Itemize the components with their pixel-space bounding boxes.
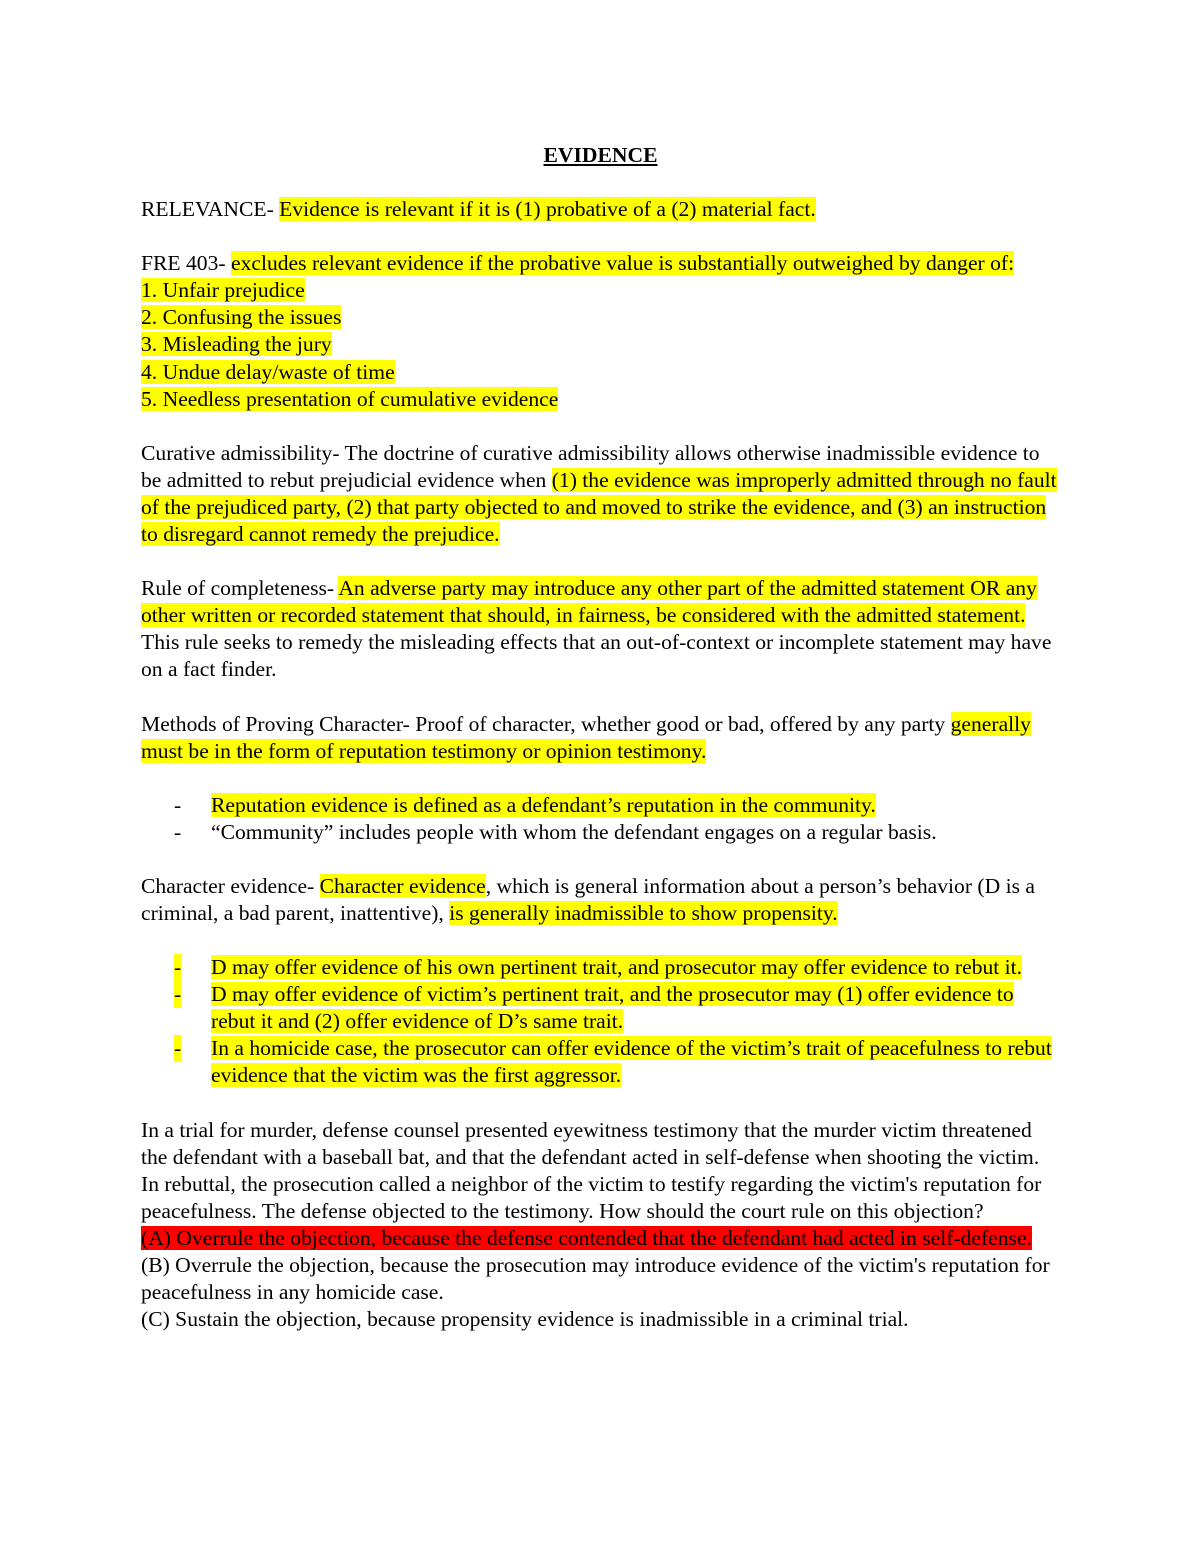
fre403-intro: excludes relevant evidence if the probative value is substantially outweighed by danger of: bbox=[231, 251, 1015, 276]
completeness-paragraph bbox=[141, 575, 1060, 683]
list-item bbox=[141, 1035, 1060, 1089]
curative-conditions: (1) the evidence was improperly admitted through no fault of the prejudiced party, (2) that party objected to and moved to strike the evidence, and (3) an instruction to disregard cannot remedy the prejudice. bbox=[141, 467, 1057, 547]
fre403-paragraph bbox=[141, 250, 1060, 413]
methods-bullet-list bbox=[141, 792, 1060, 846]
list-item bbox=[141, 819, 1060, 846]
answer-choice-a: (A) Overrule the objection, because the defense contended that the defendant had acted in self-defense. bbox=[141, 1225, 1032, 1250]
list-item bbox=[141, 954, 1060, 981]
answer-choices bbox=[141, 1225, 1060, 1333]
page-title: EVIDENCE bbox=[543, 143, 658, 167]
fre403-item: 3. Misleading the jury bbox=[141, 332, 332, 357]
methods-label: Methods of Proving Character- bbox=[141, 711, 410, 736]
relevance-definition: Evidence is relevant if it is (1) probative of a (2) material fact. bbox=[279, 197, 816, 222]
dash-bullet: - bbox=[174, 1035, 181, 1062]
list-item bbox=[141, 792, 1060, 819]
character-bullet-text: In a homicide case, the prosecutor can offer evidence of the victim’s trait of peacefulness to rebut evidence that the victim was the first aggressor. bbox=[211, 1036, 1052, 1088]
methods-text: Proof of character, whether good or bad, offered by any party bbox=[415, 711, 946, 736]
completeness-rule: An adverse party may introduce any other part of the admitted statement OR any other written or recorded statement that should, in fairness, be considered with the admitted statement. bbox=[141, 576, 1037, 628]
character-bullet-list bbox=[141, 954, 1060, 1089]
practice-question bbox=[141, 1117, 1060, 1334]
completeness-purpose: This rule seeks to remedy the misleading effects that an out-of-context or incomplete statement may have on a fact finder. bbox=[141, 630, 1052, 682]
character-rule: is generally inadmissible to show propensity. bbox=[449, 900, 838, 925]
question-stem: In a trial for murder, defense counsel presented eyewitness testimony that the murder victim threatened the defendant with a baseball bat, and that the defendant acted in self-defense when shooting the victim. In rebuttal, the prosecution called a neighbor of the victim to testify regarding the victim's reputation for peacefulness. The defense objected to the testimony. How should the court rule on this objection? bbox=[141, 1117, 1042, 1223]
relevance-paragraph bbox=[141, 196, 1060, 223]
fre403-item: 1. Unfair prejudice bbox=[141, 278, 305, 303]
methods-rule: generally must be in the form of reputation testimony or opinion testimony. bbox=[141, 711, 1031, 763]
dash-bullet: - bbox=[174, 819, 182, 844]
fre403-item: 4. Undue delay/waste of time bbox=[141, 359, 395, 384]
answer-choice-c: (C) Sustain the objection, because propensity evidence is inadmissible in a criminal trial. bbox=[141, 1307, 909, 1332]
character-description: , which is general information about a person’s behavior (D is a criminal, a bad parent, inattentive), bbox=[141, 873, 1035, 925]
fre403-item: 2. Confusing the issues bbox=[141, 305, 342, 330]
fre403-label: FRE 403- bbox=[141, 251, 226, 276]
answer-choice-b: (B) Overrule the objection, because the prosecution may introduce evidence of the victim's reputation for peacefulness in any homicide case. bbox=[141, 1253, 1050, 1305]
dash-bullet: - bbox=[174, 981, 181, 1008]
character-label: Character evidence- bbox=[141, 873, 315, 898]
dash-bullet: - bbox=[174, 792, 182, 817]
character-paragraph bbox=[141, 873, 1060, 927]
curative-paragraph bbox=[141, 440, 1060, 548]
curative-label: Curative admissibility- bbox=[141, 440, 340, 465]
fre403-item: 5. Needless presentation of cumulative evidence bbox=[141, 386, 559, 411]
character-bullet-text: D may offer evidence of his own pertinent trait, and prosecutor may offer evidence to rebut it. bbox=[211, 955, 1023, 980]
completeness-label: Rule of completeness- bbox=[141, 576, 335, 601]
character-term: Character evidence bbox=[319, 873, 486, 898]
curative-text: The doctrine of curative admissibility allows otherwise inadmissible evidence to be admitted to rebut prejudicial evidence when bbox=[141, 440, 1040, 492]
dash-bullet: - bbox=[174, 954, 181, 981]
methods-paragraph bbox=[141, 711, 1060, 765]
list-item bbox=[141, 981, 1060, 1035]
methods-bullet-text: Reputation evidence is defined as a defendant’s reputation in the community. bbox=[211, 792, 876, 817]
relevance-label: RELEVANCE- bbox=[141, 197, 274, 222]
character-bullet-text: D may offer evidence of victim’s pertinent trait, and the prosecutor may (1) offer evidence to rebut it and (2) offer evidence of D’s same trait. bbox=[211, 982, 1014, 1034]
methods-bullet-text: “Community” includes people with whom the defendant engages on a regular basis. bbox=[211, 819, 937, 844]
